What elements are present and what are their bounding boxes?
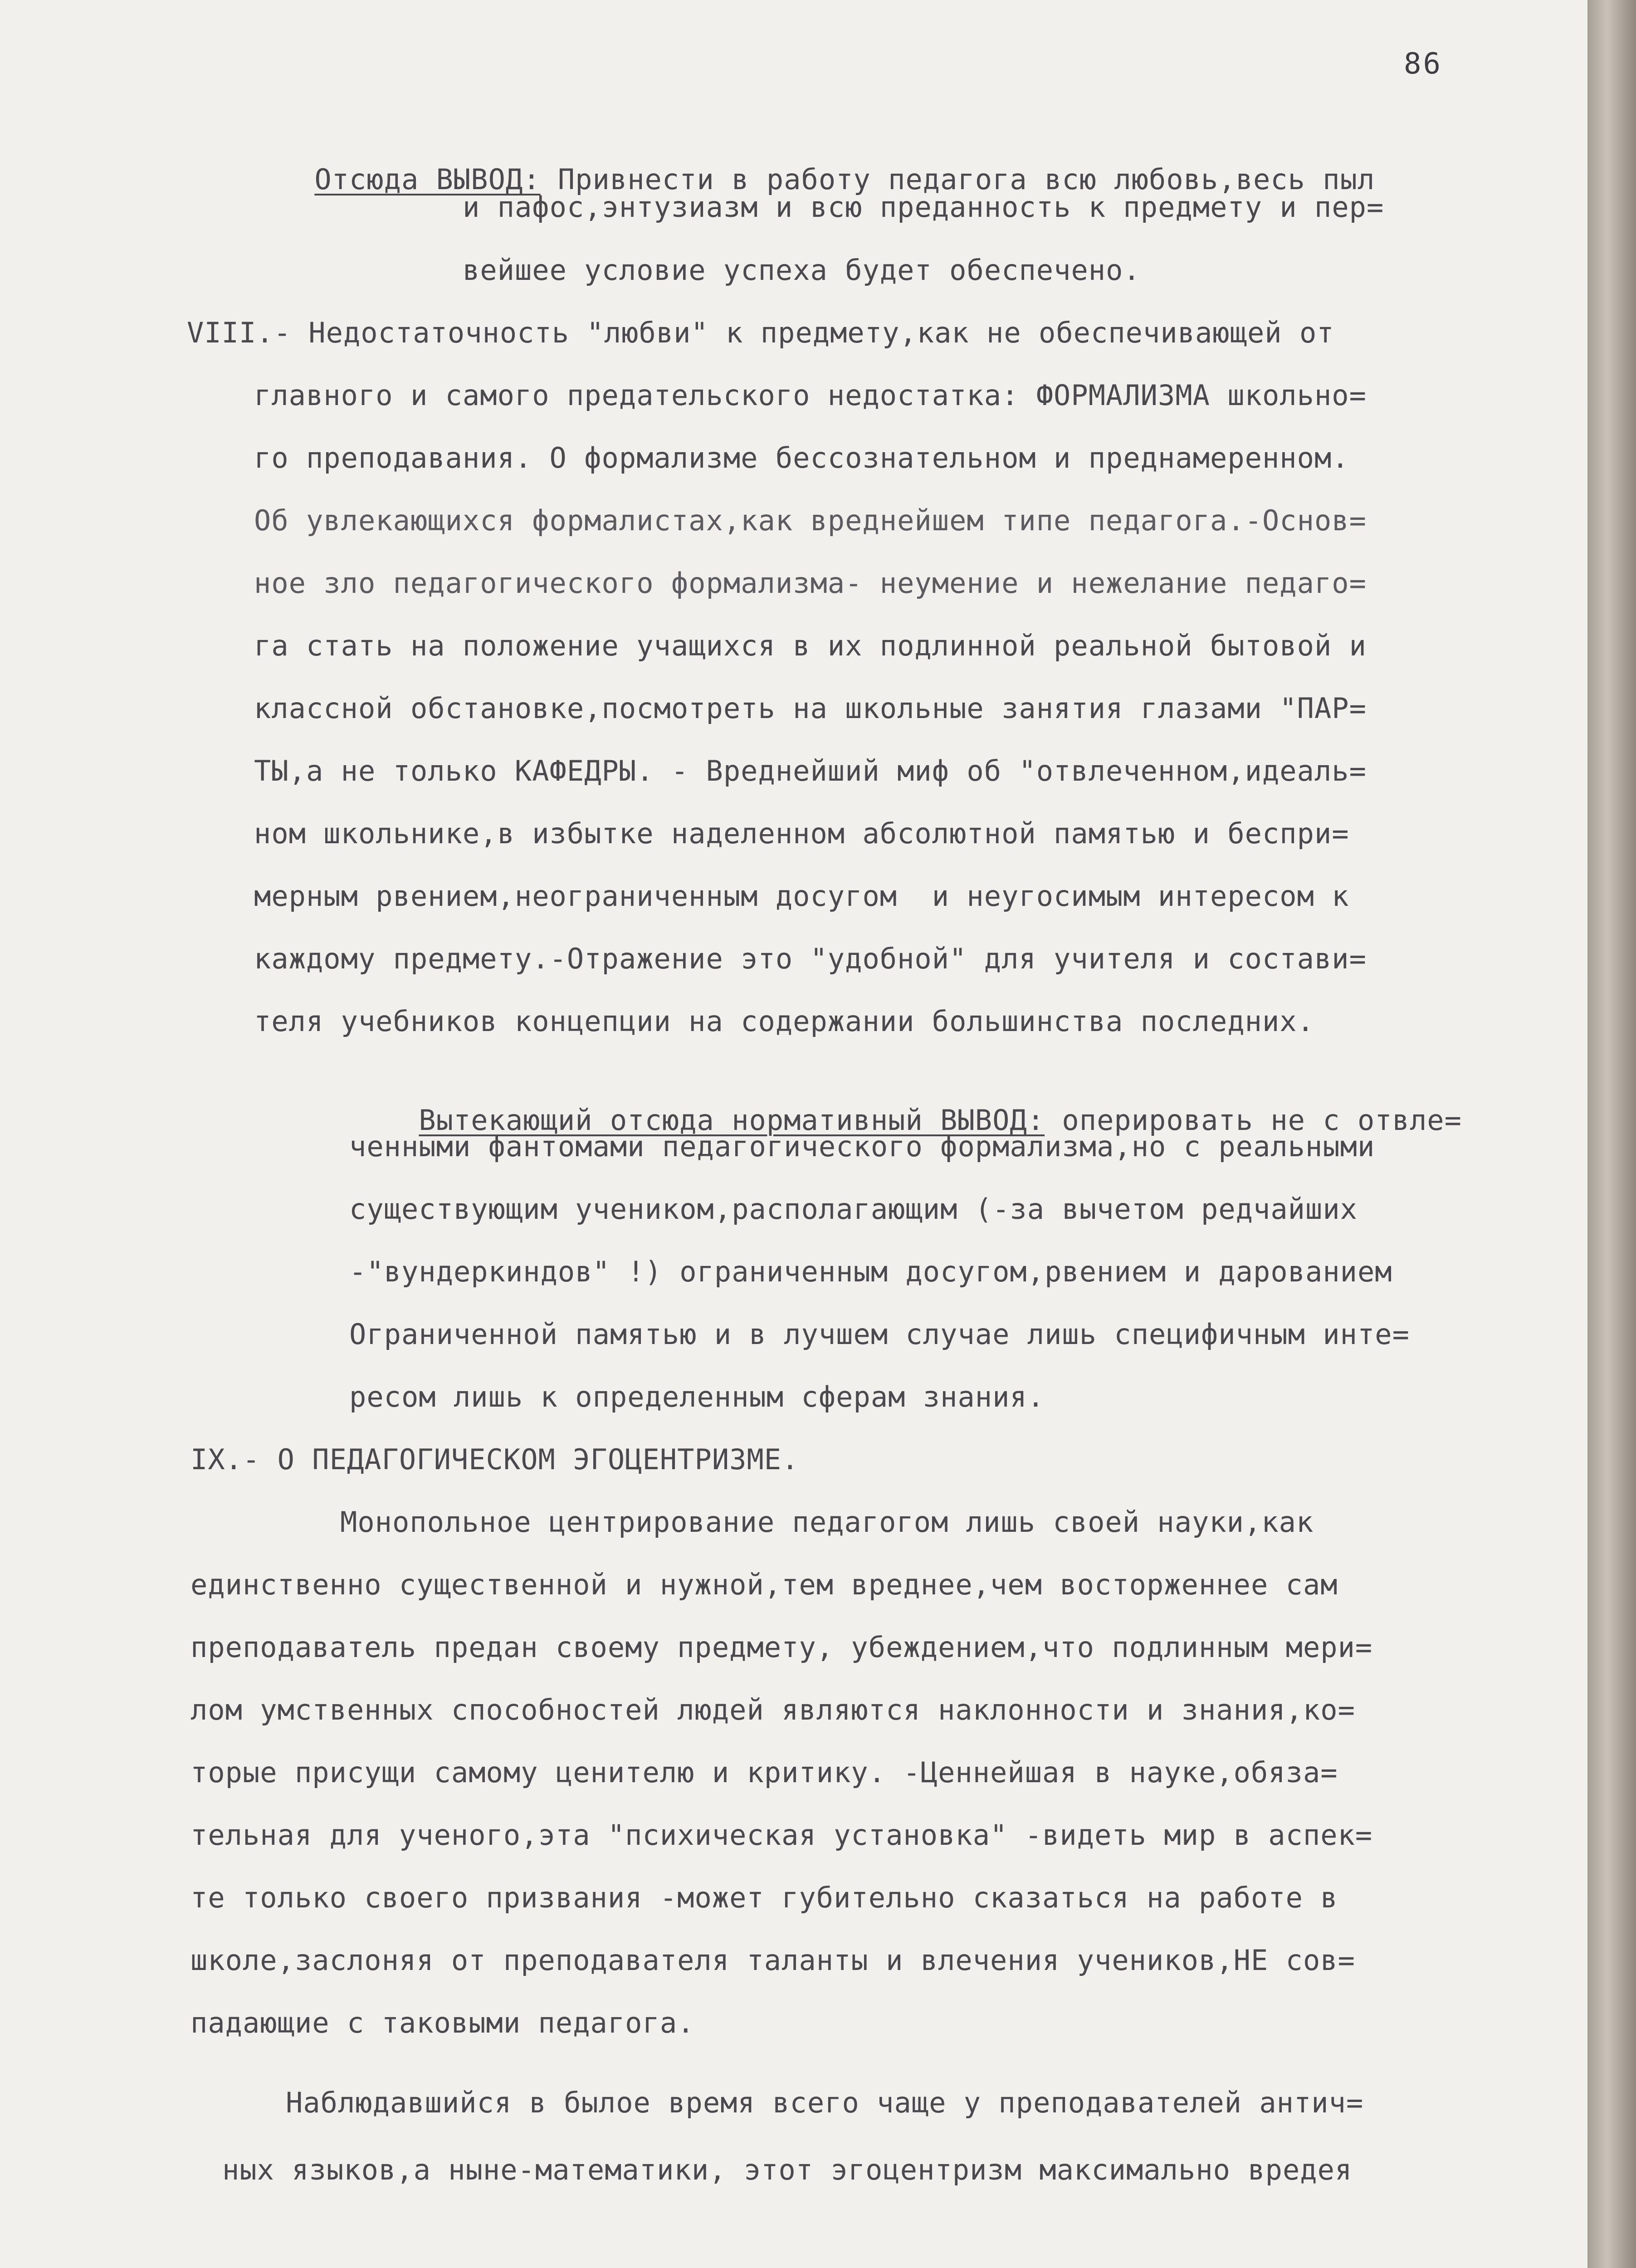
text-line-21: ресом лишь к определенным сферам знания. bbox=[349, 1380, 1045, 1413]
text-line-32: Наблюдавшийся в былое время всего чаще у преподавателей антич= bbox=[286, 2086, 1364, 2119]
text-line-23: Монопольное центрирование педагогом лишь своей науки,как bbox=[340, 1505, 1314, 1539]
text-line-8: ное зло педагогического формализма- неумение и нежелание педаго= bbox=[254, 567, 1367, 600]
text-line-24: единственно существенной и нужной,тем вреднее,чем восторженнее сам bbox=[190, 1568, 1338, 1601]
text-line-15: теля учебников концепции на содержании большинства последних. bbox=[254, 1005, 1314, 1038]
page-number: 86 bbox=[1404, 47, 1443, 81]
text-line-18: существующим учеником,располагающим (-за вычетом редчайших bbox=[349, 1193, 1358, 1226]
text-line-27: торые присущи самому ценителю и критику. -Ценнейшая в науке,обяза= bbox=[190, 1756, 1338, 1789]
text-line-10: классной обстановке,посмотреть на школьные занятия глазами "ПАР= bbox=[254, 692, 1367, 725]
text-line-17: ченными фантомами педагогического формализма,но с реальными bbox=[349, 1130, 1375, 1163]
page-edge-shadow bbox=[1587, 0, 1636, 2268]
text-line-28: тельная для ученого,эта "психическая установка" -видеть мир в аспек= bbox=[190, 1818, 1373, 1852]
text-line-5: главного и самого предательского недостатка: ФОРМАЛИЗМА школьно= bbox=[254, 379, 1367, 412]
text-line-9: га стать на положение учащихся в их подлинной реальной бытовой и bbox=[254, 629, 1367, 662]
text-line-14: каждому предмету.-Отражение это "удобной" для учителя и состави= bbox=[254, 942, 1367, 975]
text-line-25: преподаватель предан своему предмету, убеждением,что подлинным мери= bbox=[190, 1631, 1373, 1664]
text-line-13: мерным рвением,неограниченным досугом и неугосимым интересом к bbox=[254, 880, 1349, 913]
text-line-30: школе,заслоняя от преподавателя таланты и влечения учеников,НЕ сов= bbox=[190, 1944, 1355, 1977]
text-line-29: те только своего призвания -может губительно сказаться на работе в bbox=[190, 1881, 1338, 1914]
normative-conclusion-heading: Вытекающий отсюда нормативный ВЫВОД: bbox=[419, 1104, 1045, 1137]
text-line-3: вейшее условие успеха будет обеспечено. bbox=[463, 254, 1141, 287]
section-viii-heading-line: VIII.- Недостаточность "любви" к предмету,как не обеспечивающей от bbox=[187, 316, 1334, 349]
text-line-33: ных языков,а ныне-математики, этот эгоцентризм максимально вредея bbox=[222, 2153, 1353, 2186]
text-line-20: Ограниченной памятью и в лучшем случае лишь специфичным инте= bbox=[349, 1318, 1410, 1351]
text-line-19: -"вундеркиндов" !) ограниченным досугом,рвением и дарованием bbox=[349, 1255, 1392, 1288]
text-line-12: ном школьнике,в избытке наделенном абсолютной памятью и беспри= bbox=[254, 817, 1349, 850]
text-line-2: и пафос,энтузиазм и всю преданность к предмету и пер= bbox=[463, 191, 1384, 224]
section-ix-heading: IX.- О ПЕДАГОГИЧЕСКОМ ЭГОЦЕНТРИЗМЕ. bbox=[190, 1443, 799, 1476]
conclusion-heading: Отсюда ВЫВОД: bbox=[314, 163, 541, 196]
text-line-26: лом умственных способностей людей являются наклонности и знания,ко= bbox=[190, 1693, 1355, 1726]
text-line-16-rest: оперировать не с отвле= bbox=[1045, 1104, 1462, 1137]
text-line-7: Об увлекающихся формалистах,как вреднейшем типе педагога.-Основ= bbox=[254, 504, 1367, 537]
text-line-6: го преподавания. О формализме бессознательном и преднамеренном. bbox=[254, 441, 1349, 474]
text-line-1-rest: Привнести в работу педагога всю любовь,весь пыл bbox=[540, 163, 1375, 196]
text-line-11: ТЫ,а не только КАФЕДРЫ. - Вреднейший миф об "отвлеченном,идеаль= bbox=[254, 754, 1367, 787]
text-line-31: падающие с таковыми педагога. bbox=[190, 2006, 695, 2039]
